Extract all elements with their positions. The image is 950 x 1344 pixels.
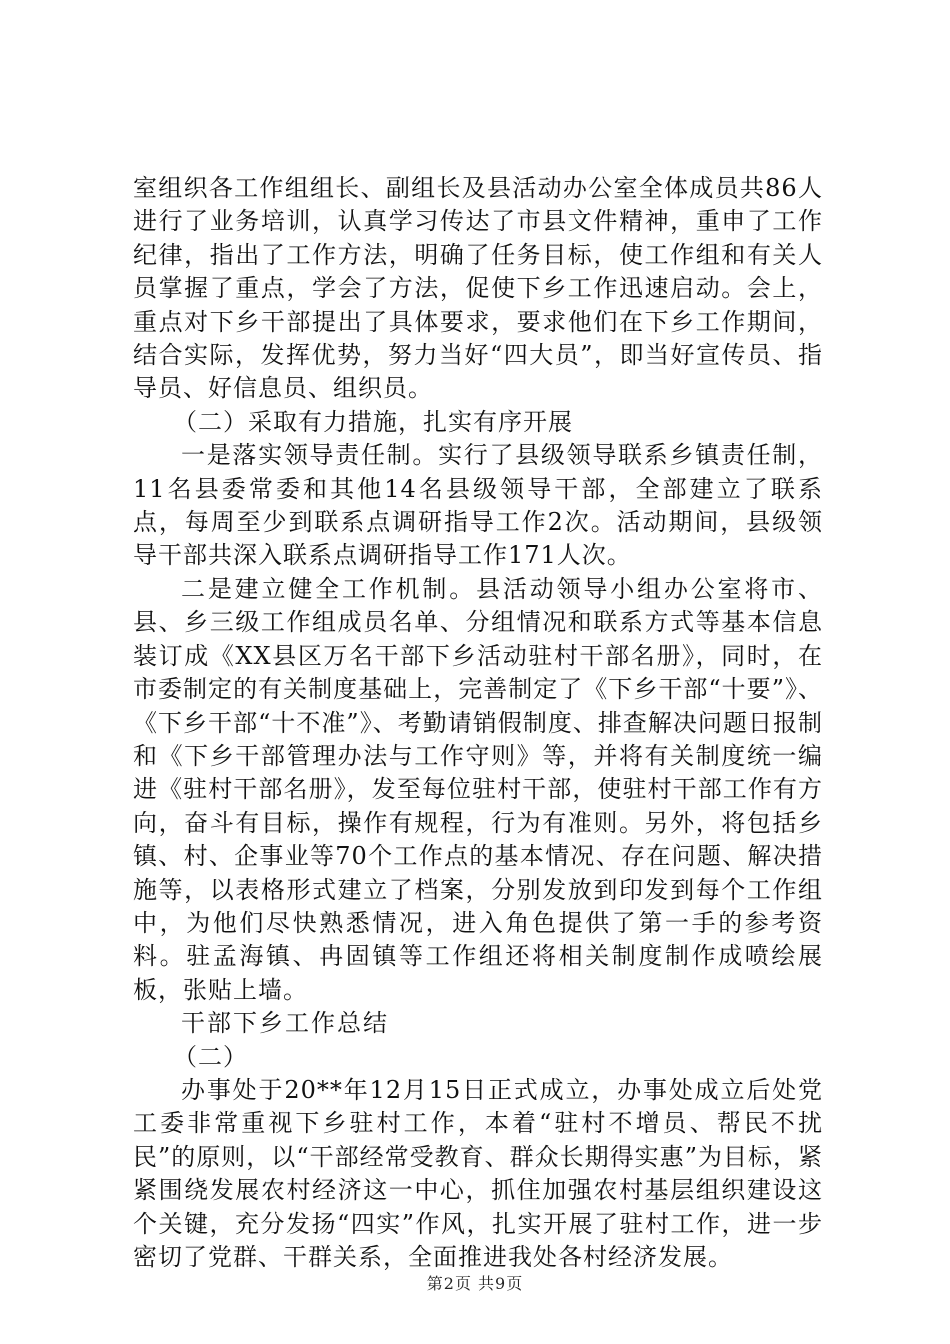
document-body — [133, 172, 823, 1274]
paragraph-training: 室组织各工作组组长、副组长及县活动办公室全体成员共86人进行了业务培训，认真学习传达了市县文件精神，重申了工作纪律，指出了工作方法，明确了任务目标，使工作组和有关人员掌握了重点，学会了方法，促使下乡工作迅速启动。会上，重点对下乡干部提出了具体要求，要求他们在下乡工作期间，结合实际，发挥优势，努力当好“四大员”，即当好宣传员、指导员、好信息员、组织员。 — [133, 174, 823, 403]
paragraph-office-establishment: 办事处于20**年12月15日正式成立，办事处成立后处党工委非常重视下乡驻村工作，本着“驻村不增员、帮民不扰民”的原则，以“干部经常受教育、群众长期得实惠”为目标，紧紧围绕发展农村经济这一中心，抓住加强农村基层组织建设这个关键，充分发扬“四实”作风，扎实开展了驻村工作，进一步密切了党群、干群关系，全面推进我处各村经济发展。 — [133, 1075, 823, 1271]
document-title: 干部下乡工作总结 — [181, 1009, 389, 1038]
section-heading-measures: （二）采取有力措施，扎实有序开展 — [173, 407, 573, 436]
paragraph-leadership-responsibility: 一是落实领导责任制。实行了县级领导联系乡镇责任制，11名县委常委和其他14名县级领导干部，全部建立了联系点，每周至少到联系点调研指导工作2次。活动期间，县级领导干部共深入联系点调研指导工作171人次。 — [133, 441, 823, 570]
paragraph-work-mechanism: 二是建立健全工作机制。县活动领导小组办公室将市、县、乡三级工作组成员名单、分组情况和联系方式等基本信息装订成《XX县区万名干部下乡活动驻村干部名册》，同时，在市委制定的有关制度基础上，完善制定了《下乡干部“十要”》、《下乡干部“十不准”》、考勤请销假制度、排查解决问题日报制和《下乡干部管理办法与工作守则》等，并将有关制度统一编进《驻村干部名册》，发至每位驻村干部，使驻村干部工作有方向，奋斗有目标，操作有规程，行为有准则。另外，将包括乡镇、村、企事业等70个工作点的基本情况、存在问题、解决措施等，以表格形式建立了档案，分别发放到印发到每个工作组中，为他们尽快熟悉情况，进入角色提供了第一手的参考资料。驻孟海镇、冉固镇等工作组还将相关制度制作成喷绘展板，张贴上墙。 — [133, 574, 823, 1004]
section-number: （二） — [173, 1042, 248, 1071]
page-footer: 第2页 共9页 — [426, 1274, 524, 1293]
